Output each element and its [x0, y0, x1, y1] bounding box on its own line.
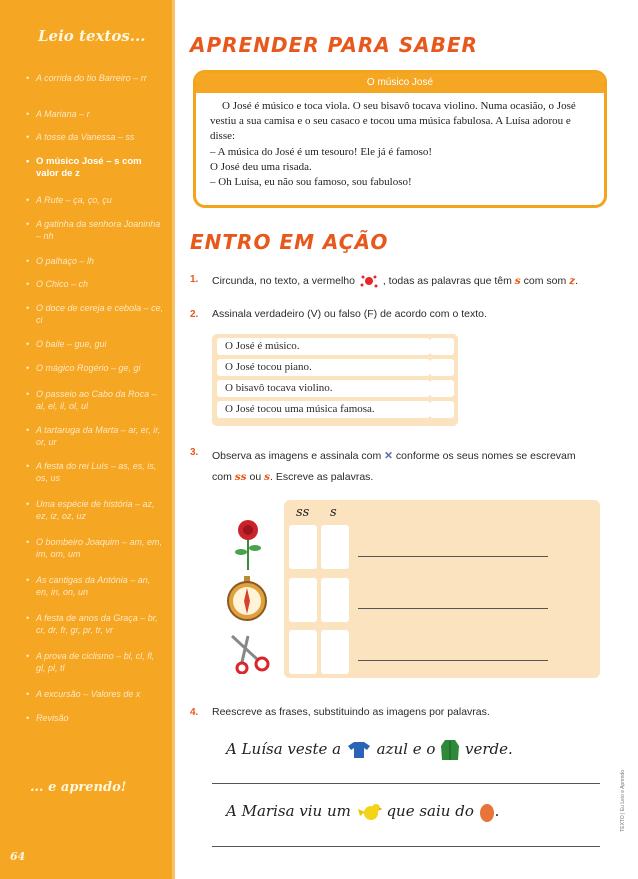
green-coat-icon [440, 738, 460, 762]
sidebar-item: • A festa do rei Luís – as, es, is, os, us [36, 460, 164, 484]
column-header: s [330, 505, 337, 520]
instruction-text: ou [249, 471, 262, 483]
scissors-icon [228, 632, 272, 674]
instruction-text: . [575, 274, 579, 287]
story-title: O músico José [196, 73, 604, 93]
sidebar-item: • Revisão [36, 712, 164, 724]
checkbox-cell[interactable] [289, 578, 317, 622]
answer-line[interactable] [212, 846, 600, 847]
checkbox-cell[interactable] [321, 630, 349, 674]
instruction-text: conforme os seus nomes se escrevam [395, 450, 576, 462]
sidebar-item: • A Rute – ça, ço, çu [36, 194, 164, 206]
sentence-part: A Luísa veste a [226, 740, 342, 758]
sidebar-item: • O mágico Rogério – ge, gi [36, 362, 164, 374]
statement: O bisavô tocava violino. [217, 380, 430, 397]
answer-box[interactable] [430, 359, 454, 376]
story-line: – Oh Luísa, eu não sou famoso, sou fabuloso! [210, 176, 412, 188]
letter-s-mark: s [264, 471, 271, 483]
side-note: TEXTO | Eu Leio e Aprendo [620, 770, 626, 832]
exercise-2-instruction: Assinala verdadeiro (V) ou falso (F) de acordo com o texto. [212, 308, 487, 320]
instruction-text: Observa as imagens e assinala com [212, 450, 382, 462]
letter-z-mark: z [569, 274, 576, 287]
sentence-part: azul e o [376, 740, 436, 758]
exercise-1-instruction [212, 273, 612, 289]
statement: O José tocou piano. [217, 359, 430, 376]
checkbox-cell[interactable] [289, 525, 317, 569]
red-splash-icon [358, 273, 380, 289]
sentence-part: verde. [464, 740, 513, 758]
sidebar-item-active: • O músico José – s com valor de z [36, 156, 164, 180]
answer-box[interactable] [430, 338, 454, 355]
sidebar-item: • A prova de ciclismo – bl, cl, fl, gl, pl, tl [36, 650, 164, 674]
checkbox-cell[interactable] [321, 525, 349, 569]
checkbox-cell[interactable] [289, 630, 317, 674]
answer-box[interactable] [430, 380, 454, 397]
instruction-text: com som [523, 274, 567, 287]
story-box [193, 70, 607, 208]
instruction-text: Circunda, no texto, a vermelho [212, 274, 355, 287]
sidebar-item: • O doce de cereja e cebola – ce, ci [36, 302, 164, 326]
exercise-number: 1. [190, 274, 199, 285]
sentence-part: A Marisa viu um [226, 802, 351, 820]
sidebar-item: • A festa de anos da Graça – br, cr, dr, fr, gr, pr, tr, vr [36, 612, 164, 636]
story-paragraph: O José é músico e toca viola. O seu bisavô tocava violino. Numa ocasião, o José vestiu a sua camisa e o seu casaco e tocou uma música fabulosa. A Luísa adorou e disse: [210, 100, 576, 142]
statement: O José tocou uma música famosa. [217, 401, 430, 418]
chick-icon [356, 801, 382, 823]
answer-box[interactable] [430, 401, 454, 418]
instruction-text: , todas as palavras que têm [382, 274, 512, 287]
rose-icon [230, 518, 266, 570]
sidebar-item: • O baile – gue, gui [36, 338, 164, 350]
answer-line[interactable] [358, 608, 548, 609]
sidebar-item: • A tartaruga da Marta – ar, er, ir, or, ur [36, 424, 164, 448]
cross-mark-icon: ✕ [384, 450, 393, 462]
exercise-number: 3. [190, 447, 199, 458]
section-heading: ENTRO EM AÇÃO [190, 230, 389, 254]
sentence-2 [226, 801, 499, 823]
egg-icon [479, 802, 495, 822]
sidebar-item: • A tosse da Vanessa – ss [36, 131, 164, 143]
sidebar-item: • O palhaço – lh [36, 255, 164, 267]
page-number: 64 [10, 850, 26, 863]
sentence-part: que saiu do [386, 802, 474, 820]
exercise-number: 2. [190, 309, 199, 320]
answer-line[interactable] [358, 556, 548, 557]
sidebar-item: • A corrida do tio Barreiro – rr [36, 72, 164, 84]
sidebar-item: • As cantigas da Antónia – an, en, in, on, un [36, 574, 164, 598]
answer-line[interactable] [358, 660, 548, 661]
sidebar-item: • O Chico – ch [36, 278, 164, 290]
instruction-text: com [212, 471, 232, 483]
story-line: O José deu uma risada. [210, 161, 312, 173]
statement: O José é músico. [217, 338, 430, 355]
section-heading: APRENDER PARA SABER [190, 33, 478, 57]
compass-icon [226, 576, 268, 622]
sentence-1 [226, 738, 513, 762]
answer-line[interactable] [212, 783, 600, 784]
column-header: ss [296, 505, 310, 520]
instruction-text: . Escreve as palavras. [270, 471, 374, 483]
sidebar-title: Leio textos... [38, 27, 146, 45]
sentence-part: . [494, 802, 500, 820]
sidebar-item: • A Mariana – r [36, 108, 164, 120]
letter-s-mark: s [514, 274, 521, 287]
sidebar-footer: ... e aprendo! [30, 780, 127, 795]
sidebar-item: • O bombeiro Joaquim – am, em, im, om, um [36, 536, 164, 560]
blue-shirt-icon [346, 741, 372, 759]
story-line: – A música do José é um tesouro! Ele já é famoso! [210, 146, 433, 158]
sidebar-item: • Uma espécie de história – az, ez, iz, oz, uz [36, 498, 164, 522]
letters-ss-mark: ss [234, 471, 247, 483]
exercise-3-instruction [212, 446, 622, 488]
checkbox-cell[interactable] [321, 578, 349, 622]
exercise-4-instruction: Reescreve as frases, substituindo as imagens por palavras. [212, 706, 490, 718]
sidebar-item: • A excursão – Valores de x [36, 688, 164, 700]
sidebar-item: • A gatinha da senhora Joaninha – nh [36, 218, 164, 242]
exercise-number: 4. [190, 707, 199, 718]
sidebar-item: • O passeio ao Cabo da Roca – al, el, il, ol, ul [36, 388, 164, 412]
